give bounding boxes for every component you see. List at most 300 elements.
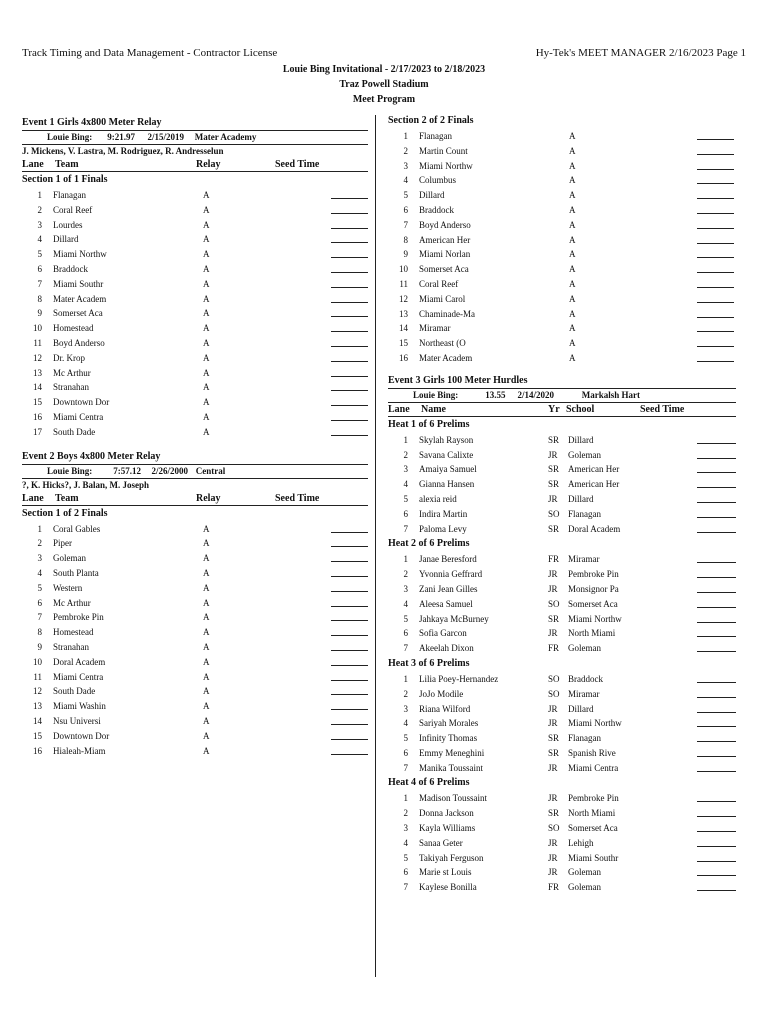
entry-row [388,746,736,761]
team-name: Hialeah-Miam [53,745,106,756]
athlete-name: Jahkaya McBurney [419,613,489,624]
entry-row [22,410,368,425]
lane-number: 8 [403,234,408,245]
event-2-column-headers [22,492,368,506]
lane-number: 1 [37,523,42,534]
lane-number: 17 [33,426,42,437]
entry-row [388,687,736,702]
event-2-record-holders: ?, K. Hicks?, J. Balan, M. Joseph [22,479,150,490]
athlete-year: FR [548,643,560,654]
seed-time-blank [331,532,368,533]
seed-time-blank [697,607,736,608]
team-name: Western [53,582,83,593]
seed-time-blank [331,709,368,710]
lane-number: 8 [37,293,42,304]
entry-row [388,626,736,641]
school-name: North Miami [568,808,616,819]
athlete-name: Indira Martin [419,508,468,519]
athlete-name: Janae Beresford [419,554,477,565]
record-date: 2/15/2019 [147,132,185,142]
record-date: 2/14/2020 [517,389,555,400]
entry-row [388,262,736,277]
school-name: Somerset Aca [568,598,618,609]
lane-number: 3 [403,823,408,834]
event-2-title: Event 2 Boys 4x800 Meter Relay [22,450,161,462]
entry-row [388,307,736,322]
school-name: Goleman [568,882,601,893]
seed-time-blank [331,346,368,347]
lane-number: 12 [33,352,42,363]
seed-time-blank [331,242,368,243]
seed-time-blank [697,741,736,742]
athlete-name: Sanaa Geter [419,837,463,848]
team-name: South Dade [53,686,96,697]
relay-letter: A [203,382,210,393]
seed-time-blank [331,724,368,725]
lane-number: 13 [33,367,42,378]
entry-row [22,188,368,203]
entry-row [388,567,736,582]
team-name: Downtown Dor [53,730,110,741]
team-name: Doral Academ [53,656,106,667]
lane-number: 2 [37,538,42,549]
athlete-name: Sofia Garcon [419,628,467,639]
relay-letter: A [203,567,210,578]
lane-number: 6 [403,867,408,878]
seed-time-blank [331,331,368,332]
athlete-name: Lilia Poey-Hernandez [419,673,499,684]
entry-row [22,522,368,537]
seed-time-blank [697,502,736,503]
athlete-year: JR [548,837,558,848]
relay-letter: A [203,278,210,289]
entry-row [388,336,736,351]
seed-time-blank [331,754,368,755]
entry-row [388,791,736,806]
team-name: Boyd Anderso [53,337,105,348]
team-name: South Dade [53,426,96,437]
athlete-name: Manika Toussaint [419,762,483,773]
relay-letter: A [203,367,210,378]
seed-time-blank [697,213,734,214]
team-name: Mater Academ [419,352,473,363]
seed-time-blank [697,771,736,772]
col-team: Team [55,159,79,170]
seed-time-blank [697,317,734,318]
seed-time-blank [697,651,736,652]
entry-row [22,714,368,729]
team-name: Stranahan [53,382,89,393]
lane-number: 4 [403,175,408,186]
athlete-name: Amaiya Samuel [419,464,477,475]
meet-title: Louie Bing Invitational - 2/17/2023 to 2/18/2023 [282,64,486,75]
lane-number: 5 [403,852,408,863]
seed-time-blank [697,801,736,802]
athlete-year: JR [548,583,558,594]
lane-number: 6 [37,263,42,274]
seed-time-blank [331,405,368,406]
school-name: Braddock [568,673,603,684]
team-name: Miami Centra [53,411,104,422]
lane-number: 10 [399,264,408,275]
seed-time-blank [697,458,736,459]
seed-time-blank [331,739,368,740]
team-name: Flanagan [419,131,452,141]
record-time: 13.55 [485,389,506,400]
entry-row [388,159,736,174]
school-name: Somerset Aca [568,823,618,834]
seed-time-blank [697,257,734,258]
athlete-year: SO [548,598,560,609]
seed-time-blank [697,517,736,518]
lane-number: 13 [399,308,408,319]
col-seed-time: Seed Time [275,492,320,504]
record-time: 9:21.97 [107,132,135,142]
lane-number: 3 [403,464,408,475]
relay-letter: A [203,715,210,726]
athlete-year: JR [548,762,558,773]
team-name: Miami Northw [419,160,473,171]
entry-row [22,306,368,321]
athlete-name: Savana Calixte [419,449,474,460]
seed-time-blank [697,443,736,444]
entry-row [22,610,368,625]
athlete-name: JoJo Modile [419,688,464,699]
athlete-name: Donna Jackson [419,808,474,819]
entry-row [388,277,736,292]
entry-row [388,492,736,507]
lane-number: 4 [403,718,408,729]
team-name: Coral Reef [53,204,93,215]
entry-row [22,566,368,581]
team-name: Homestead [53,323,94,334]
athlete-year: SR [548,808,560,819]
event-1-title: Event 1 Girls 4x800 Meter Relay [22,117,162,128]
relay-letter: A [203,523,210,534]
seed-time-blank [697,697,736,698]
athlete-year: JR [548,569,558,580]
entry-row [22,218,368,233]
lane-number: 6 [403,628,408,639]
entry-row [388,247,736,262]
relay-letter: A [569,175,576,186]
event-1-entries [22,188,368,440]
lane-number: 11 [33,337,42,348]
lane-number: 1 [403,673,408,684]
record-team: Central [195,465,226,476]
school-name: Flanagan [568,508,601,519]
seed-time-blank [697,577,736,578]
relay-letter: A [203,234,210,245]
event-1-column-headers [22,158,368,172]
seed-time-blank [697,272,734,273]
lane-number: 6 [403,204,408,215]
seed-time-blank [697,361,734,362]
seed-time-blank [331,591,368,592]
lane-number: 16 [33,745,42,756]
team-name: Miramar [419,323,451,334]
lane-number: 4 [403,837,408,848]
team-name: Somerset Aca [53,308,103,319]
entry-row [388,321,736,336]
lane-number: 15 [399,338,408,349]
seed-time-blank [331,561,368,562]
team-name: Somerset Aca [419,264,469,275]
team-name: Piper [53,538,72,549]
entry-row [388,612,736,627]
lane-number: 7 [37,278,42,289]
entry-row [22,425,368,440]
seed-time-blank [697,243,734,244]
lane-number: 4 [37,234,42,245]
col-seed-time: Seed Time [640,403,685,415]
athlete-name: Gianna Hansen [419,479,475,490]
entry-row [22,395,368,410]
entry-row [22,670,368,685]
entry-row [388,188,736,203]
entry-row [388,218,736,233]
team-name: Martin Count [419,145,468,156]
entry-row [388,129,736,144]
entry-row [388,203,736,218]
relay-letter: A [569,204,576,215]
team-name: Mc Arthur [53,597,91,608]
entry-row [22,336,368,351]
lane-number: 7 [403,523,408,534]
entry-row [388,522,736,537]
entry-row [22,380,368,395]
entry-row [22,596,368,611]
athlete-name: Emmy Meneghini [419,747,485,758]
relay-letter: A [203,190,210,200]
lane-number: 7 [403,643,408,654]
seed-time-blank [331,650,368,651]
lane-number: 2 [403,145,408,156]
relay-letter: A [203,612,210,623]
seed-time-blank [331,576,368,577]
seed-time-blank [331,287,368,288]
col-relay: Relay [196,159,221,170]
event-2-section-2-entries [388,129,736,366]
seed-time-blank [697,756,736,757]
athlete-year: JR [548,793,558,804]
left-column [22,110,368,758]
school-name: Goleman [568,867,601,878]
relay-letter: A [203,204,210,215]
relay-letter: A [203,411,210,422]
entry-row [388,865,736,880]
athlete-name: Sariyah Morales [419,718,479,729]
team-name: Downtown Dor [53,397,110,408]
seed-time-blank [697,169,734,170]
team-name: Miami Washin [53,701,106,712]
athlete-year: JR [548,703,558,714]
entry-row [388,448,736,463]
record-time: 7:57.12 [113,465,141,476]
entry-row [388,851,736,866]
col-lane: Lane [388,403,410,415]
seed-time-blank [331,680,368,681]
col-team: Team [55,492,79,504]
team-name: Mc Arthur [53,367,91,378]
relay-letter: A [203,337,210,348]
col-relay: Relay [196,492,221,504]
seed-time-blank [697,726,736,727]
relay-letter: A [203,397,210,408]
seed-time-blank [697,183,734,184]
relay-letter: A [569,145,576,156]
event-3-column-headers [388,403,736,417]
lane-number: 1 [403,554,408,565]
seed-time-blank [697,816,736,817]
team-name: Nsu Universi [53,715,101,726]
heat-header: Heat 4 of 6 Prelims [388,777,470,789]
lane-number: 7 [37,612,42,623]
record-label: Louie Bing: [47,465,93,476]
lane-number: 14 [33,382,42,393]
relay-letter: A [203,730,210,741]
entry-row [22,655,368,670]
entry-row [22,247,368,262]
lane-number: 14 [33,715,42,726]
athlete-name: Takiyah Ferguson [419,852,484,863]
relay-letter: A [569,234,576,245]
seed-time-blank [331,361,368,362]
lane-number: 7 [403,762,408,773]
athlete-year: JR [548,718,558,729]
lane-number: 9 [37,641,42,652]
seed-time-blank [331,257,368,258]
school-name: Goleman [568,643,601,654]
seed-time-blank [331,213,368,214]
team-name: Northeast (O [419,338,466,349]
seed-time-blank [697,198,734,199]
seed-time-blank [331,376,368,377]
athlete-year: SR [548,479,560,490]
entry-row [22,684,368,699]
seed-time-blank [697,712,736,713]
athlete-name: Aleesa Samuel [419,598,473,609]
col-lane: Lane [22,492,44,504]
athlete-name: Madison Toussaint [419,793,487,804]
lane-number: 7 [403,882,408,893]
lane-number: 5 [403,733,408,744]
team-name: Braddock [419,204,454,215]
school-name: Spanish Rive [568,747,616,758]
team-name: Pembroke Pin [53,612,104,623]
school-name: Monsignor Pa [568,583,619,594]
team-name: Dr. Krop [53,352,85,363]
athlete-year: SR [548,523,560,534]
entry-row [388,433,736,448]
lane-number: 11 [399,278,408,289]
seed-time-blank [697,861,736,862]
lane-number: 13 [33,701,42,712]
seed-time-blank [697,636,736,637]
school-name: Dillard [568,434,594,445]
lane-number: 2 [403,808,408,819]
seed-time-blank [331,420,368,421]
entry-row [22,366,368,381]
entry-row [388,292,736,307]
school-name: Dillard [568,493,594,504]
athlete-year: FR [548,554,560,565]
heat-header: Heat 1 of 6 Prelims [388,418,470,430]
seed-time-blank [697,154,734,155]
relay-letter: A [203,745,210,756]
athlete-name: Marie st Louis [419,867,472,878]
entry-row [388,806,736,821]
seed-time-blank [331,694,368,695]
lane-number: 5 [37,249,42,260]
athlete-year: FR [548,882,560,893]
lane-number: 15 [33,397,42,408]
relay-letter: A [203,701,210,712]
athlete-year: SO [548,823,560,834]
athlete-name: alexia reid [419,493,457,504]
entry-row [388,702,736,717]
software-page-info: Hy-Tek's MEET MANAGER 2/16/2023 Page 1 [535,47,746,59]
lane-number: 7 [403,219,408,230]
event-1-record-holders: J. Mickens, V. Lastra, M. Rodriguez, R. Andresselun [22,146,224,156]
seed-time-blank [331,606,368,607]
relay-letter: A [203,538,210,549]
seed-time-blank [331,228,368,229]
team-name: Coral Reef [419,278,459,289]
school-name: Doral Academ [568,523,621,534]
relay-letter: A [203,671,210,682]
relay-letter: A [569,278,576,289]
meet-subtitle: Meet Program [352,94,416,105]
entry-row [388,173,736,188]
school-name: Miramar [568,688,600,699]
lane-number: 3 [37,553,42,564]
relay-letter: A [203,582,210,593]
team-name: Lourdes [53,219,83,230]
lane-number: 3 [37,219,42,230]
entry-row [388,731,736,746]
relay-letter: A [203,293,210,304]
entry-row [388,597,736,612]
relay-letter: A [569,338,576,349]
lane-number: 3 [403,703,408,714]
athlete-year: SR [548,434,560,445]
athlete-year: SR [548,464,560,475]
lane-number: 6 [37,597,42,608]
athlete-year: SO [548,673,560,684]
team-name: Braddock [53,263,88,274]
relay-letter: A [203,553,210,564]
relay-letter: A [203,352,210,363]
lane-number: 12 [33,686,42,697]
right-column [388,115,736,895]
relay-letter: A [569,160,576,171]
event-3-record [388,388,736,403]
team-name: Stranahan [53,641,89,652]
seed-time-blank [697,831,736,832]
athlete-year: SO [548,688,560,699]
lane-number: 1 [403,434,408,445]
seed-time-blank [697,875,736,876]
lane-number: 2 [403,449,408,460]
school-name: Lehigh [568,837,594,848]
relay-letter: A [203,426,210,437]
seed-time-blank [331,546,368,547]
lane-number: 2 [37,204,42,215]
lane-number: 9 [37,308,42,319]
entry-row [22,744,368,759]
team-name: Homestead [53,627,94,638]
